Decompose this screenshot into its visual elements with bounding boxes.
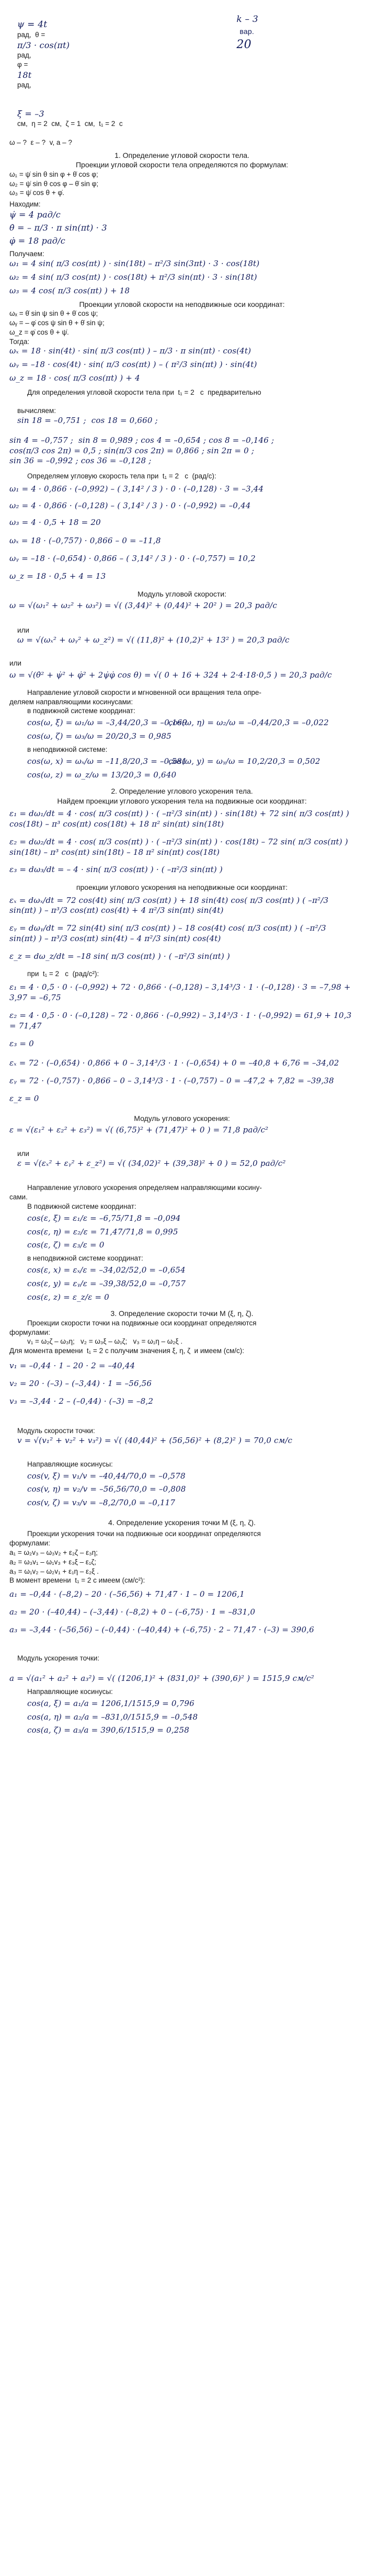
variant-word: вар. xyxy=(239,27,254,36)
eps-direction-title: Направление углового ускорения определяем направляющими косину- xyxy=(27,1184,262,1192)
eps-at-t1-title: при t₁ = 2 с (рад/с²): xyxy=(27,969,99,978)
cos-omega-y: cos(ω, y) = ωᵧ/ω = 10,2/20,3 = 0,502 xyxy=(168,756,321,766)
calc-row-1 xyxy=(9,397,354,436)
section3-intro-2: формулами: xyxy=(9,1328,50,1336)
omega-modulus-2-row xyxy=(9,616,354,655)
cos-eps-zeta: cos(ε, ζ) = ε₃/ε = 0 xyxy=(27,1240,105,1250)
omega-cos-fixed xyxy=(9,757,354,781)
section3-title: 3. Определение скорости точки M (ξ, η, ζ). xyxy=(110,1309,254,1318)
psi-dot: ψ̇ = 4 рад/с xyxy=(9,210,61,220)
variant-number: 20 xyxy=(236,38,251,52)
coords-line: см, η = 2 см, ζ = 1 см, t₁ = 2 с xyxy=(17,120,123,128)
omegay-value: ωᵧ = –18 · (–0,654) · 0,866 – ( 3,14² / 3 ) · 0 · (–0,757) = 10,2 xyxy=(9,554,256,564)
cos-eps-eta: cos(ε, η) = ε₂/ε = 71,47/71,8 = 0,995 xyxy=(27,1227,178,1237)
calc-values-2: sin 4 = –0,757 ; sin 8 = 0,989 ; cos 4 = –0,654 ; cos 8 = –0,146 ; xyxy=(9,435,274,445)
omega-direction-title: Направление угловой скорости и мгновенной оси вращения тела опре- xyxy=(27,688,261,696)
velocity-cos-title: Направляющие косинусы: xyxy=(27,1460,113,1468)
velocity-modulus-title: Модуль скорости точки: xyxy=(17,1427,95,1435)
omega-modulus-1: ω = √(ω₁² + ω₂² + ω₃²) = √( (3,44)² + (0,44)² + 20² ) = 20,3 рад/с xyxy=(9,601,278,611)
omega2-value: ω₂ = 4 · 0,866 · (–0,128) – ( 3,14² / 3 ) · 0 · (–0,992) = –0,44 xyxy=(9,500,251,510)
moving-frame-label: в подвижной системе координат: xyxy=(27,707,135,715)
unknowns-line: ω – ? ε – ? v, a – ? xyxy=(9,139,72,147)
accel-modulus: a = √(a₁² + a₂² + a₃²) = √( (1206,1)² + (831,0)² + (390,6)² ) = 1515,9 см/с² xyxy=(9,1674,314,1684)
got-title: Получаем: xyxy=(9,250,44,258)
cos-eps-y: cos(ε, y) = εᵧ/ε = –39,38/52,0 = –0,757 xyxy=(27,1278,186,1288)
eps1-expr: ε₁ = dω₁/dt = 4 · cos( π/3 cos(πt) ) · ( –π²/3 sin(πt) ) · sin(18t) + 72 sin( π/3 cos(πt) ) cos(18t) – π³ cos(πt) cos(18t) + 18 π² sin(πt) sin(18t) xyxy=(9,809,349,829)
epsz-expr: ε_z = dω_z/dt = –18 sin( π/3 cos(πt) ) · ( –π²/3 sin(πt) ) xyxy=(9,951,230,961)
find-title: Находим: xyxy=(9,200,41,209)
omega3-expr: ω₃ = 4 cos( π/3 cos(πt) ) + 18 xyxy=(9,285,130,295)
k-label: k – 3 xyxy=(236,14,258,25)
section4-intro-2: формулами: xyxy=(9,1539,50,1548)
formula-omega1: ω₁ = ψ̇ sin θ sin φ + θ̇ cos φ; xyxy=(9,170,98,178)
section4-title: 4. Определение ускорения точки M (ξ, η, ζ). xyxy=(108,1518,256,1527)
or-word-3: или xyxy=(17,1149,29,1158)
eps-fixed-title: проекции углового ускорения на неподвижные оси координат: xyxy=(76,883,288,892)
eps-cos-moving xyxy=(9,1213,354,1251)
epsx-value: εₓ = 72 · (–0,654) · 0,866 + 0 – 3,14³/3 · 1 · (–0,654) + 0 = –40,8 + 6,76 = –34,02 xyxy=(9,1058,339,1068)
accel-modulus-row xyxy=(9,1645,354,1673)
eps-modulus-title: Модуль углового ускорения: xyxy=(134,1114,230,1123)
task-line-1 xyxy=(9,9,354,99)
omega-cos-moving xyxy=(9,718,354,742)
accel-formula-1: a₁ = ω₂v₃ – ω₃v₂ + ε₂ζ – ε₃η; xyxy=(9,1549,98,1557)
cos-eps-xi: cos(ε, ξ) = ε₁/ε = –6,75/71,8 = –0,094 xyxy=(27,1213,181,1223)
cos-omega-z: cos(ω, z) = ω_z/ω = 13/20,3 = 0,640 xyxy=(27,770,177,780)
omegax-value: ωₓ = 18 · (–0,757) · 0,866 – 0 = –11,8 xyxy=(9,536,161,546)
velocity-cos xyxy=(9,1471,354,1508)
eps2-value: ε₂ = 4 · 0,5 · 0 · (–0,128) – 72 · 0,866 · (–0,992) – 3,14³/3 · 1 · (–0,992) = 61,9 + 10,3 = 71,47 xyxy=(9,1011,352,1031)
or-word-2: или xyxy=(9,659,21,668)
omega2-expr: ω₂ = 4 sin( π/3 cos(πt) ) · cos(18t) + π²/3 sin(πt) · 3 · sin(18t) xyxy=(9,272,257,282)
cos-v-eta: cos(v, η) = v₂/v = –56,56/70,0 = –0,808 xyxy=(27,1484,186,1494)
epsx-expr: εₓ = dωₓ/dt = 72 cos(4t) sin( π/3 cos(πt) ) + 18 sin(4t) cos( π/3 cos(πt) ) ( –π²/3 sin(πt) ) – π³/3 cos(πt) cos(4t) + 4 π²/3 sin(πt) sin(4t) xyxy=(9,895,329,915)
velocity-moment: Для момента времени t₁ = 2 с получим значения ξ, η, ζ и имеем (см/с): xyxy=(9,1347,244,1355)
calc-intro: Для определения угловой скорости тела при t₁ = 2 с предварительно xyxy=(27,388,261,396)
epsy-value: εᵧ = 72 · (–0,757) · 0,866 – 0 – 3,14³/3 · 1 · (–0,757) – 0 = –47,2 + 7,82 = –39,38 xyxy=(9,1076,334,1086)
psi-unit: рад, θ = xyxy=(17,31,45,39)
task-line-2 xyxy=(9,99,354,139)
xi-value: ξ = –3 xyxy=(17,109,44,119)
omegax-expr: ωₓ = 18 · sin(4t) · sin( π/3 cos(πt) ) – π/3 · π sin(πt) · cos(4t) xyxy=(9,346,251,356)
eps-fixed-frame-label: в неподвижной системе координат: xyxy=(27,1254,143,1263)
velocity-formula: v₁ = ω₂ζ – ω₃η; v₂ = ω₃ξ – ω₁ζ; v₃ = ω₁η – ω₂ξ . xyxy=(27,1337,183,1346)
omega3-value: ω₃ = 4 · 0,5 + 18 = 20 xyxy=(9,517,101,527)
phi-law: 18t xyxy=(17,70,32,80)
cos-a-zeta: cos(a, ζ) = a₃/a = 390,6/1515,9 = 0,258 xyxy=(27,1725,189,1735)
omegaz-value: ω_z = 18 · 0,5 + 4 = 13 xyxy=(9,571,106,581)
or-word-1: или xyxy=(17,626,29,634)
cos-a-xi: cos(a, ξ) = a₁/a = 1206,1/1515,9 = 0,796 xyxy=(27,1698,195,1708)
eps2-expr: ε₂ = dω₂/dt = 4 · cos( π/3 cos(πt) ) · ( –π²/3 sin(πt) ) · cos(18t) – 72 sin( π/3 cos(πt) ) sin(18t) – π³ cos(πt) sin(18t) – 18 π² sin(πt) cos(18t) xyxy=(9,837,348,857)
epsz-value: ε_z = 0 xyxy=(9,1094,39,1104)
theta-unit: рад, xyxy=(17,51,31,60)
fixed-frame-label: в неподвижной системе: xyxy=(27,745,108,753)
eps-modulus-1: ε = √(ε₁² + ε₂² + ε₃²) = √( (6,75)² + (71,47)² + 0 ) = 71,8 рад/с² xyxy=(9,1125,269,1135)
formula-omegay: ωᵧ = – φ̇ cos ψ sin θ + θ̇ sin ψ; xyxy=(9,318,105,327)
omega-at-t1-title: Определяем угловую скорость тела при t₁ = 2 с (рад/с): xyxy=(27,472,216,480)
accel-moment: В момент времени t₁ = 2 с имеем (см/с²): xyxy=(9,1576,145,1585)
phi-dot: φ̇ = 18 рад/с xyxy=(9,236,65,246)
section1-proj-title: Проекции угловой скорости тела определяются по формулам: xyxy=(75,161,289,169)
calc-values-3: cos(π/3 cos 2π) = 0,5 ; sin(π/3 cos 2π) = 0,866 ; sin 2π = 0 ; xyxy=(9,445,255,455)
eps3-expr: ε₃ = dω₃/dt = – 4 · sin( π/3 cos(πt) ) · ( –π²/3 sin(πt) ) xyxy=(9,865,223,875)
eps-moving-frame-label: В подвижной системе координат: xyxy=(27,1202,136,1210)
cos-eps-x: cos(ε, x) = εₓ/ε = –34,02/52,0 = –0,654 xyxy=(27,1265,186,1275)
v3-value: v₃ = –3,44 · 2 – (–0,44) · (–3) = –8,2 xyxy=(9,1396,154,1406)
velocity-modulus: v = √(v₁² + v₂² + v₃²) = √( (40,44)² + (56,56)² + (8,2)² ) = 70,0 см/с xyxy=(17,1436,293,1446)
accel-cos-title: Направляющие косинусы: xyxy=(27,1687,113,1696)
formula-omega3: ω₃ = ψ̇ cos θ + φ̇. xyxy=(9,189,64,197)
section4-intro: Проекции ускорения точки на подвижные оси координат определяются xyxy=(27,1530,261,1538)
v1-value: v₁ = –0,44 · 1 – 20 · 2 = –40,44 xyxy=(9,1361,135,1371)
eps-modulus-2: ε = √(εₓ² + εᵧ² + ε_z²) = √( (34,02)² + (39,38)² + 0 ) = 52,0 рад/с² xyxy=(17,1158,286,1168)
v2-value: v₂ = 20 · (–3) – (–3,44) · 1 = –56,56 xyxy=(9,1378,152,1388)
fixed-axes-title: Проекции угловой скорости на неподвижные оси координат: xyxy=(79,300,285,308)
section2-title: 2. Определение углового ускорения тела. xyxy=(111,787,253,796)
eps-cos-fixed xyxy=(9,1265,354,1302)
formula-omega2: ω₂ = ψ̇ sin θ cos φ – θ̇ sin φ; xyxy=(9,179,99,188)
omega-modulus-2: ω = √(ωₓ² + ωᵧ² + ω_z²) = √( (11,8)² + (10,2)² + 13² ) = 20,3 рад/с xyxy=(17,635,290,645)
cos-omega-zeta: cos(ω, ζ) = ω₃/ω = 20/20,3 = 0,985 xyxy=(27,731,171,741)
calc-values-1: sin 18 = –0,751 ; cos 18 = 0,660 ; xyxy=(17,416,158,426)
cos-v-zeta: cos(v, ζ) = v₃/v = –8,2/70,0 = –0,117 xyxy=(27,1498,176,1508)
phi-unit: рад, xyxy=(17,81,31,89)
accel-cos xyxy=(9,1699,354,1736)
psi-law: ψ = 4t xyxy=(17,19,48,30)
phi-label: φ = xyxy=(17,60,28,68)
cos-eps-z: cos(ε, z) = ε_z/ε = 0 xyxy=(27,1292,109,1302)
omegay-expr: ωᵧ = –18 · cos(4t) · sin( π/3 cos(πt) ) – ( π²/3 sin(πt) ) · sin(4t) xyxy=(9,360,257,370)
cos-a-eta: cos(a, η) = a₂/a = –831,0/1515,9 = –0,548 xyxy=(27,1712,198,1722)
section2-subtitle: Найдем проекции углового ускорения тела на подвижные оси координат: xyxy=(57,796,307,805)
omega-modulus-title: Модуль угловой скорости: xyxy=(138,589,226,598)
variant-label xyxy=(225,2,258,64)
eps-direction-title-2: сами. xyxy=(9,1193,28,1201)
velocity-modulus-row xyxy=(9,1417,354,1456)
omega-direction-title-2: деляем направляющими косинусами: xyxy=(9,697,133,706)
a1-value: a₁ = –0,44 · (–8,2) – 20 · (–56,56) + 71,47 · 1 – 0 = 1206,1 xyxy=(9,1589,245,1599)
a3-value: a₃ = –3,44 · (–56,56) – (–0,44) · (–40,44) + (–6,75) · 2 – 71,47 · (–3) = 390,6 xyxy=(9,1624,314,1634)
omega1-expr: ω₁ = 4 sin( π/3 cos(πt) ) · sin(18t) – π²/3 sin(3πt) · 3 · cos(18t) xyxy=(9,259,260,269)
cos-omega-xi: cos(ω, ξ) = ω₁/ω = –3,44/20,3 = –0,169 xyxy=(27,718,188,728)
omega1-value: ω₁ = 4 · 0,866 · (–0,992) – ( 3,14² / 3 ) · 0 · (–0,128) · 3 = –3,44 xyxy=(9,484,264,494)
eps1-value: ε₁ = 4 · 0,5 · 0 · (–0,992) + 72 · 0,866 · (–0,128) – 3,14³/3 · 1 · (–0,128) · 3 = –7,98 + 3,97 = –6,75 xyxy=(9,982,351,1003)
accel-modulus-title: Модуль ускорения точки: xyxy=(17,1654,100,1663)
calc-intro-word: вычисляем: xyxy=(17,407,56,415)
cos-v-xi: cos(v, ξ) = v₁/v = –40,44/70,0 = –0,578 xyxy=(27,1471,186,1481)
then-title: Тогда: xyxy=(9,337,30,346)
formula-omegax: ωₓ = θ̇ sin ψ sin θ + θ̇ cos ψ; xyxy=(9,310,98,318)
section1-title: 1. Определение угловой скорости тела. xyxy=(115,151,249,159)
eps3-value: ε₃ = 0 xyxy=(9,1038,34,1048)
epsy-expr: εᵧ = dωᵧ/dt = 72 sin(4t) sin( π/3 cos(πt) ) – 18 cos(4t) cos( π/3 cos(πt) ) ( –π²/3 sin(πt) ) – π³/3 cos(πt) sin(4t) – 4 π²/3 sin(πt) cos(4t) xyxy=(9,923,326,944)
cos-omega-x: cos(ω, x) = ωₓ/ω = –11,8/20,3 = –0,581 xyxy=(27,756,187,766)
theta-law: π/3 · cos(πt) xyxy=(17,40,70,51)
calc-values-4: sin 36 = –0,992 ; cos 36 = –0,128 ; xyxy=(9,456,152,466)
section3-intro: Проекции скорости точки на подвижные оси координат определяются xyxy=(27,1319,257,1327)
accel-formula-2: a₂ = ω₃v₁ – ω₁v₃ + ε₃ξ – ε₁ζ; xyxy=(9,1558,97,1566)
cos-omega-eta: cos(ω, η) = ω₂/ω = –0,44/20,3 = –0,022 xyxy=(168,718,329,728)
formula-omegaz: ω_z = φ̇ cos θ + ψ̇. xyxy=(9,328,69,336)
omega-modulus-3: ω = √(θ̇² + ψ̇² + φ̇² + 2ψ̇φ̇ cos θ) = √( 0 + 16 + 324 + 2·4·18·0,5 ) = 20,3 рад/с xyxy=(9,670,332,680)
omegaz-expr: ω_z = 18 · cos( π/3 cos(πt) ) + 4 xyxy=(9,373,140,383)
eps-modulus-2-row xyxy=(9,1140,354,1178)
accel-formula-3: a₃ = ω₁v₂ – ω₂v₁ + ε₁η – ε₂ξ . xyxy=(9,1567,99,1575)
a2-value: a₂ = 20 · (–40,44) – (–3,44) · (–8,2) + 0 – (–6,75) · 1 = –831,0 xyxy=(9,1607,256,1617)
theta-dot: θ̇ = – π/3 · π sin(πt) · 3 xyxy=(9,223,107,233)
